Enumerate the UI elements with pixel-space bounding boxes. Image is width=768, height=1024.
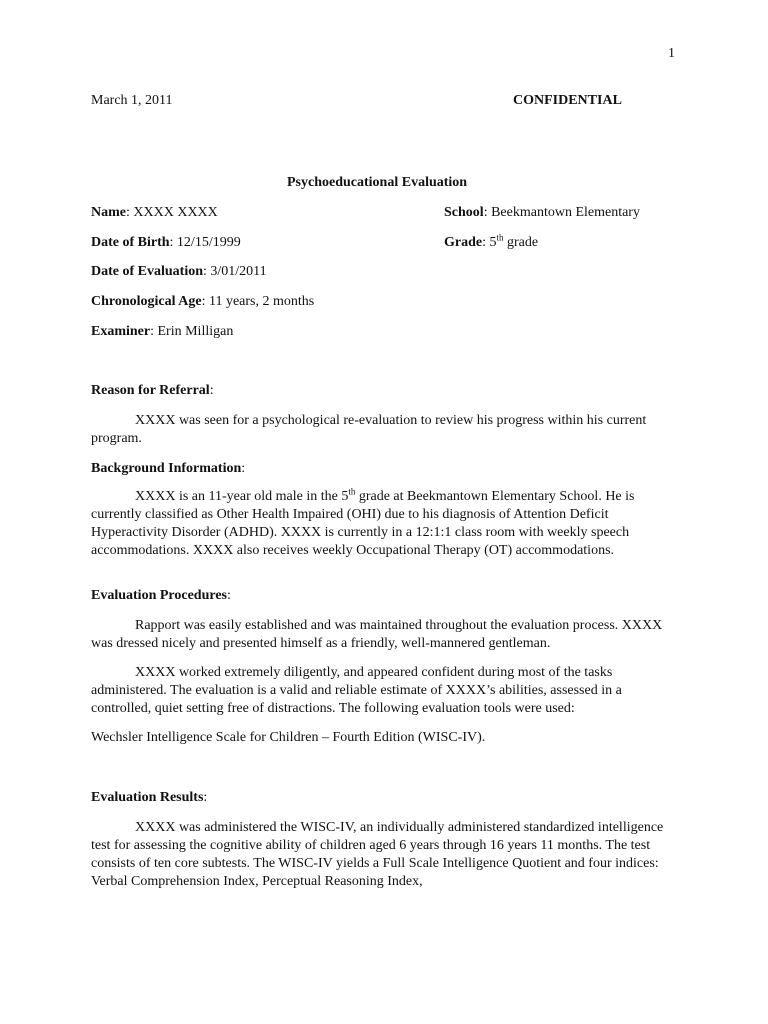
results-heading: Evaluation Results: <box>91 790 208 805</box>
document-date: March 1, 2011 <box>91 93 173 108</box>
name-field <box>91 204 218 222</box>
page-number: 1 <box>668 46 675 61</box>
school-value: : Beekmantown Elementary <box>483 205 640 220</box>
chronological-age-field <box>91 293 314 311</box>
dob-field <box>91 234 241 252</box>
document-title: Psychoeducational Evaluation <box>287 175 468 190</box>
examiner-value: : Erin Milligan <box>150 324 234 339</box>
results-paragraph-1: XXXX was administered the WISC-IV, an individually administered standardized intelligence test for assessing the cognitive ability of children aged 6 years through 16 years 11 months. The test consists of ten core subtests. The WISC-IV yields a Full Scale Intelligence Quotient and four indices: Verbal Comprehension Index, Perceptual Reasoning Index, <box>91 820 664 889</box>
grade-field: Grade: 5th grade <box>444 232 539 250</box>
name-value: : XXXX XXXX <box>126 205 218 220</box>
background-heading: Background Information: <box>91 461 246 476</box>
procedures-paragraph-1: Rapport was easily established and was maintained throughout the evaluation process. XXXX was dressed nicely and presented himself as a friendly, well-mannered gentleman. <box>91 618 663 651</box>
procedures-paragraph-2: XXXX worked extremely diligently, and appeared confident during most of the tasks administered. The evaluation is a valid and reliable estimate of XXXX’s abilities, assessed in a controlled, quiet setting free of distractions. The following evaluation tools were used: <box>91 665 622 716</box>
chronological-age-value: : 11 years, 2 months <box>201 294 315 309</box>
referral-heading: Reason for Referral: <box>91 383 214 398</box>
evaluation-date-field <box>91 263 267 281</box>
examiner-label: Examiner <box>91 324 151 339</box>
grade-label: Grade <box>444 235 483 250</box>
examiner-field <box>91 323 233 341</box>
procedures-heading: Evaluation Procedures: <box>91 588 231 603</box>
school-label: School <box>444 205 484 220</box>
dob-label: Date of Birth <box>91 235 170 250</box>
dob-value: : 12/15/1999 <box>169 235 241 250</box>
evaluation-date-label: Date of Evaluation <box>91 264 203 279</box>
evaluation-date-value: : 3/01/2011 <box>203 264 267 279</box>
referral-text: XXXX was seen for a psychological re-evaluation to review his progress within his current program. <box>91 413 647 446</box>
background-text: XXXX is an 11-year old male in the 5th grade at Beekmantown Elementary School. He is currently classified as Other Health Impaired (OHI) due to his diagnosis of Attention Deficit Hyperactivity Disorder (ADHD). XXXX is currently in a 12:1:1 class room with weekly speech accommodations. XXXX also receives weekly Occupational Therapy (OT) accommodations. <box>91 486 635 558</box>
procedures-tool: Wechsler Intelligence Scale for Children – Fourth Edition (WISC-IV). <box>91 730 486 745</box>
school-field <box>444 204 640 222</box>
chronological-age-label: Chronological Age <box>91 294 202 309</box>
name-label: Name <box>91 205 126 220</box>
confidential-label: CONFIDENTIAL <box>513 93 622 108</box>
